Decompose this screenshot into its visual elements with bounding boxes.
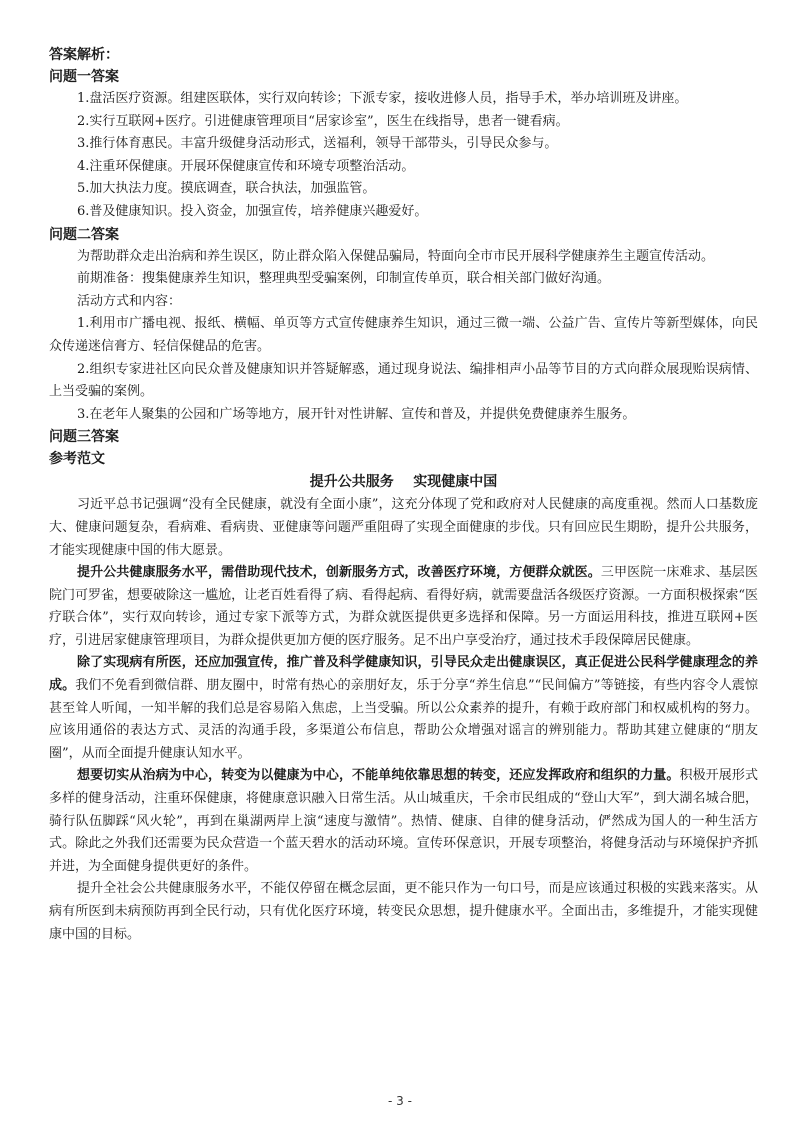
q1-item: 3.推行体育惠民。丰富升级健身活动形式，送福利，领导干部带头，引导民众参与。 <box>77 136 558 152</box>
q2-paragraph: 为帮助群众走出治病和养生误区，防止群众陷入保健品骗局，特面向全市市民开展科学健康养生主题宣传活动。 <box>77 248 715 264</box>
essay-title: 提升公共服务 实现健康中国 <box>309 474 498 491</box>
paragraph-lead: 除了实现病有所医，还应加强宣传，推广普及科学健康知识，引导民众走出健康误区，真正促进公民科学健康理念的养成。 <box>49 655 758 694</box>
document-page <box>49 44 758 946</box>
q1-item: 6.普及健康知识。投入资金，加强宣传，培养健康兴趣爱好。 <box>77 203 428 219</box>
essay-paragraph <box>49 652 758 765</box>
paragraph-lead: 提升公共健康服务水平，需借助现代技术，创新服务方式，改善医疗环境，方便群众就医。 <box>77 565 601 581</box>
q2-paragraph: 2.组织专家进社区向民众普及健康知识并答疑解惑，通过现身说法、编排相声小品等节目的方式向群众展现贻误病情、上当受骗的案例。 <box>49 361 758 400</box>
q3-subheading: 参考范文 <box>49 451 105 468</box>
q1-item: 4.注重环保健康。开展环保健康宣传和环境专项整治活动。 <box>77 158 415 174</box>
analysis-heading: 答案解析： <box>49 47 119 63</box>
q2-paragraph: 前期准备：搜集健康养生知识，整理典型受骗案例，印制宣传单页，联合相关部门做好沟通。 <box>77 271 611 287</box>
q1-heading: 问题一答案 <box>49 69 119 85</box>
paragraph-text: 习近平总书记强调“没有全民健康，就没有全面小康”，这充分体现了党和政府对人民健康的高度重视。然而人口基数庞大、健康问题复杂，看病难、看病贵、亚健康等问题严重阻碍了实现全面健康的步伐。只有回应民生期盼，提升公共服务，才能实现健康中国的伟大愿景。 <box>49 497 758 558</box>
q2-heading: 问题二答案 <box>49 226 119 243</box>
q2-paragraph: 3.在老年人聚集的公园和广场等地方，展开针对性讲解、宣传和普及，并提供免费健康养生服务。 <box>77 406 636 422</box>
q1-item: 2.实行互联网+医疗。引进健康管理项目“居家诊室”，医生在线指导，患者一键看病。 <box>77 113 569 129</box>
paragraph-text: 三甲医院一床难求、基层医院门可罗雀，想要破除这一尴尬，让老百姓看得了病、看得起病、看得好病，就需要盘活各级医疗资源。一方面积极探索“医疗联合体”，实行双向转诊，通过专家下派等方式，为群众就医提供更多选择和保障。另一方面运用科技，推进互联网+医疗，引进居家健康管理项目，为群众提供更加方便的医疗服务。足不出户享受治疗，通过技术手段保障居民健康。 <box>49 565 758 648</box>
essay-body <box>49 494 758 946</box>
essay-paragraph <box>49 494 758 562</box>
q2-answer <box>49 246 758 427</box>
essay-paragraph <box>49 878 758 946</box>
q2-paragraph: 1.利用市广播电视、报纸、横幅、单页等方式宣传健康养生知识，通过三微一端、公益广告、宣传片等新型媒体，向民众传递迷信膏方、轻信保健品的危害。 <box>49 316 758 354</box>
q1-item: 5.加大执法力度。摸底调查，联合执法，加强监管。 <box>77 181 376 197</box>
paragraph-text: 我们不免看到微信群、朋友圈中，时常有热心的亲朋好友，乐于分享“养生信息”“民间偏方”等链接，有些内容令人震惊甚至耸人听闻，一知半解的我们总是容易陷入焦虑，上当受骗。所以公众素养的提升，有赖于政府部门和权威机构的努力。应该用通俗的表达方式、灵活的沟通手段，多渠道公布信息，帮助公众增强对谣言的辨别能力。帮助其建立健康的“朋友圈”，从而全面提升健康认知水平。 <box>49 678 758 761</box>
paragraph-text: 积极开展形式多样的健身活动，注重环保健康，将健康意识融入日常生活。从山城重庆，千余市民组成的“登山大军”，到大湖名城合肥，骑行队伍脚踩“风火轮”，再到在巢湖两岸上演“速度与激情”。热情、健康、自律的健身活动，俨然成为国人的一种生活方式。除此之外我们还需要为民众营造一个蓝天碧水的活动环境。宣传环保意识，开展专项整治，将健身活动与环境保护齐抓并进，为全面健身提供更好的条件。 <box>49 768 758 874</box>
q1-item: 1.盘活医疗资源。组建医联体，实行双向转诊；下派专家，接收进修人员，指导手术，举办培训班及讲座。 <box>77 91 688 106</box>
q2-paragraph: 活动方式和内容： <box>77 293 182 309</box>
paragraph-lead: 想要切实从治病为中心，转变为以健康为中心，不能单纯依靠思想的转变，还应发挥政府和组织的力量。 <box>77 768 680 784</box>
q3-heading: 问题三答案 <box>49 429 119 446</box>
essay-paragraph <box>49 765 758 878</box>
paragraph-text: 提升全社会公共健康服务水平，不能仅停留在概念层面，更不能只作为一句口号，而是应该通过积极的实践来落实。从病有所医到未病预防再到全民行动，只有优化医疗环境，转变民众思想，提升健康水平。全面出击，多维提升，才能实现健康中国的目标。 <box>49 881 758 942</box>
page-number: - 3 - <box>388 1094 412 1108</box>
essay-paragraph <box>49 562 758 652</box>
q1-answer-list <box>49 88 758 224</box>
